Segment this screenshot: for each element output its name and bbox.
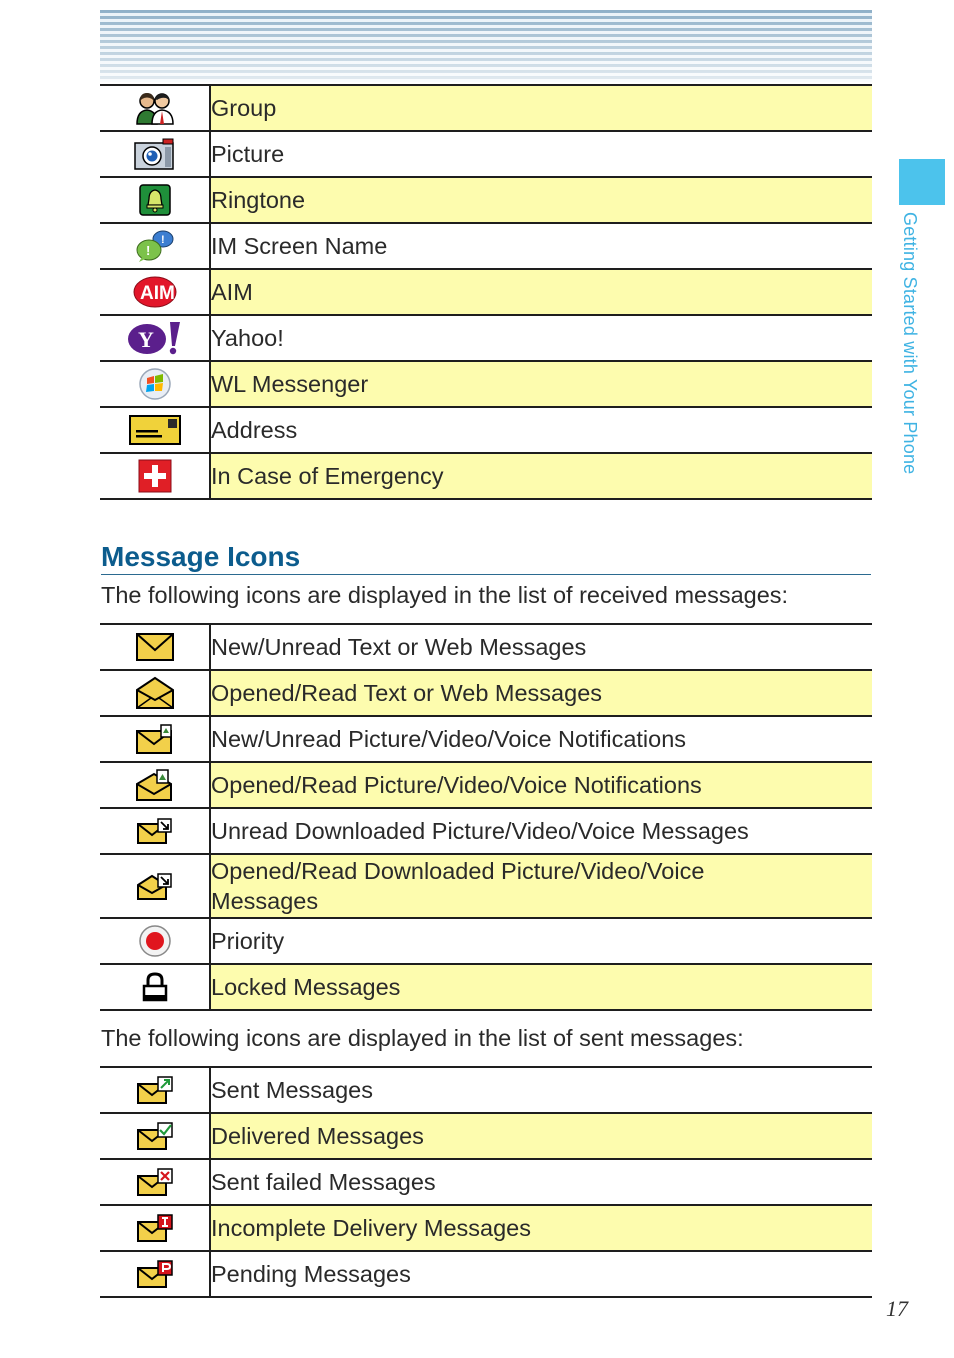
list-item-label: Sent Messages [210, 1067, 872, 1113]
table-row [100, 1205, 872, 1251]
table-row [100, 808, 872, 854]
table-row [100, 177, 872, 223]
table-row [100, 269, 872, 315]
received-message-icons-table [100, 623, 872, 1011]
opened-read-downloaded-icon [100, 854, 210, 918]
opened-read-notification-icon [100, 762, 210, 808]
table-row [100, 918, 872, 964]
table-row [100, 1251, 872, 1297]
incomplete-delivery-icon [100, 1205, 210, 1251]
list-item-label: Unread Downloaded Picture/Video/Voice Messages [210, 808, 872, 854]
list-item-label: Delivered Messages [210, 1113, 872, 1159]
received-intro-text: The following icons are displayed in the list of received messages: [101, 582, 789, 608]
side-tab-label: Getting Started with Your Phone [900, 212, 920, 475]
picture-icon [100, 131, 210, 177]
table-row [100, 624, 872, 670]
address-icon [100, 407, 210, 453]
table-row [100, 854, 872, 918]
emergency-icon [100, 453, 210, 499]
ringtone-icon [100, 177, 210, 223]
list-item-label: Picture [210, 131, 872, 177]
list-item-label: Incomplete Delivery Messages [210, 1205, 872, 1251]
table-row [100, 670, 872, 716]
aim-icon [100, 269, 210, 315]
priority-icon [100, 918, 210, 964]
list-item-label: WL Messenger [210, 361, 872, 407]
unread-downloaded-icon [100, 808, 210, 854]
table-row [100, 85, 872, 131]
sent-icon [100, 1067, 210, 1113]
pending-icon [100, 1251, 210, 1297]
list-item-label: Opened/Read Text or Web Messages [210, 670, 872, 716]
table-row [100, 223, 872, 269]
wl-messenger-icon [100, 361, 210, 407]
table-row [100, 407, 872, 453]
table-row [100, 131, 872, 177]
contact-icons-table [100, 84, 872, 500]
sent-message-icons-table [100, 1066, 872, 1298]
table-row [100, 762, 872, 808]
svg-text:!: ! [160, 234, 165, 246]
header-band [100, 10, 872, 82]
table-row [100, 361, 872, 407]
locked-icon [100, 964, 210, 1010]
svg-text:Y: Y [137, 327, 154, 352]
list-item-label: Yahoo! [210, 315, 872, 361]
table-row [100, 716, 872, 762]
table-row [100, 1159, 872, 1205]
table-row [100, 1067, 872, 1113]
section-heading: Message Icons [101, 540, 871, 575]
page-number: 17 [886, 1296, 908, 1321]
side-tab-marker [899, 159, 945, 205]
list-item-label: Ringtone [210, 177, 872, 223]
list-item-label: Locked Messages [210, 964, 872, 1010]
svg-text:AIM: AIM [139, 283, 175, 304]
list-item-label: AIM [210, 269, 872, 315]
list-item-label: Address [210, 407, 872, 453]
delivered-icon [100, 1113, 210, 1159]
list-item-label: New/Unread Text or Web Messages [210, 624, 872, 670]
group-icon [100, 85, 210, 131]
table-row [100, 964, 872, 1010]
sent-failed-icon [100, 1159, 210, 1205]
table-row [100, 1113, 872, 1159]
list-item-label: Priority [210, 918, 872, 964]
list-item-label: Opened/Read Downloaded Picture/Video/Voice Messages [210, 854, 872, 918]
opened-read-message-icon [100, 670, 210, 716]
svg-text:!: ! [145, 243, 150, 258]
table-row [100, 453, 872, 499]
sent-intro-text: The following icons are displayed in the list of sent messages: [101, 1025, 744, 1051]
table-row [100, 315, 872, 361]
list-item-label: In Case of Emergency [210, 453, 872, 499]
list-item-label: Sent failed Messages [210, 1159, 872, 1205]
list-item-label: Opened/Read Picture/Video/Voice Notifications [210, 762, 872, 808]
list-item-label: Group [210, 85, 872, 131]
new-unread-message-icon [100, 624, 210, 670]
list-item-label: IM Screen Name [210, 223, 872, 269]
list-item-label: New/Unread Picture/Video/Voice Notifications [210, 716, 872, 762]
im-screen-name-icon [100, 223, 210, 269]
new-unread-notification-icon [100, 716, 210, 762]
list-item-label: Pending Messages [210, 1251, 872, 1297]
yahoo-icon [100, 315, 210, 361]
